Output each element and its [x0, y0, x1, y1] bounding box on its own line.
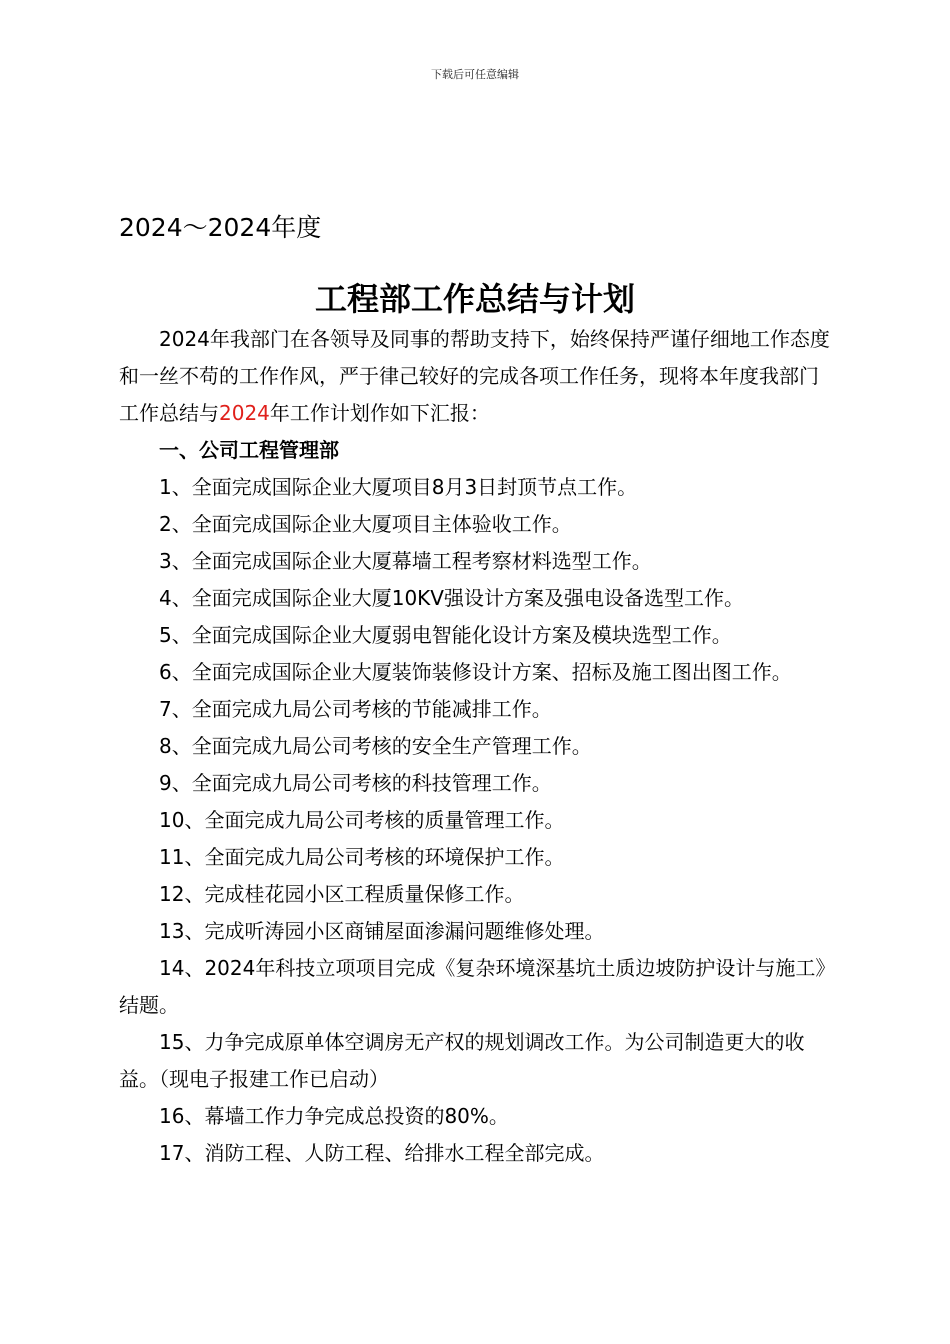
list-item: 12、完成桂花园小区工程质量保修工作。 — [159, 882, 525, 906]
section-heading: 一、公司工程管理部 — [159, 438, 339, 462]
list-item: 3、全面完成国际企业大厦幕墙工程考察材料选型工作。 — [159, 549, 652, 573]
list-item: 1、全面完成国际企业大厦项目8月3日封顶节点工作。 — [159, 475, 638, 499]
list-item: 13、完成听涛园小区商铺屋面渗漏问题维修处理。 — [159, 919, 605, 943]
list-item: 14、2024年科技立项项目完成《复杂环境深基坑土质边坡防护设计与施工》结题。 — [119, 956, 826, 1017]
list-item: 6、全面完成国际企业大厦装饰装修设计方案、招标及施工图出图工作。 — [159, 660, 792, 684]
list-item: 9、全面完成九局公司考核的科技管理工作。 — [159, 771, 552, 795]
intro-text-part1: 2024年我部门在各领导及同事的帮助支持下，始终保持严谨仔细地工作态度和一丝不苟的工作作风，严于律己较好的完成各项工作任务，现将本年度我部门工作总结与 — [119, 327, 830, 425]
intro-highlight-year: 2024 — [219, 401, 270, 425]
list-item: 11、全面完成九局公司考核的环境保护工作。 — [159, 845, 565, 869]
list-item: 4、全面完成国际企业大厦10KV强设计方案及强电设备选型工作。 — [159, 586, 744, 610]
list-item: 15、力争完成原单体空调房无产权的规划调改工作。为公司制造更大的收益。（现电子报建工作已启动） — [119, 1030, 805, 1091]
intro-paragraph — [119, 321, 833, 432]
list-item: 7、全面完成九局公司考核的节能减排工作。 — [159, 697, 552, 721]
list-item: 5、全面完成国际企业大厦弱电智能化设计方案及模块选型工作。 — [159, 623, 732, 647]
header-note: 下载后可任意编辑 — [431, 68, 519, 81]
document-body — [119, 321, 833, 1172]
year-line: 2024～2024年度 — [119, 213, 322, 242]
list-item: 2、全面完成国际企业大厦项目主体验收工作。 — [159, 512, 572, 536]
list-item: 8、全面完成九局公司考核的安全生产管理工作。 — [159, 734, 592, 758]
intro-text-part2: 年工作计划作如下汇报： — [269, 401, 490, 425]
document-title: 工程部工作总结与计划 — [314, 280, 635, 318]
list-item: 17、消防工程、人防工程、给排水工程全部完成。 — [159, 1141, 605, 1165]
list-item: 16、幕墙工作力争完成总投资的80%。 — [159, 1104, 509, 1128]
list-item: 10、全面完成九局公司考核的质量管理工作。 — [159, 808, 565, 832]
